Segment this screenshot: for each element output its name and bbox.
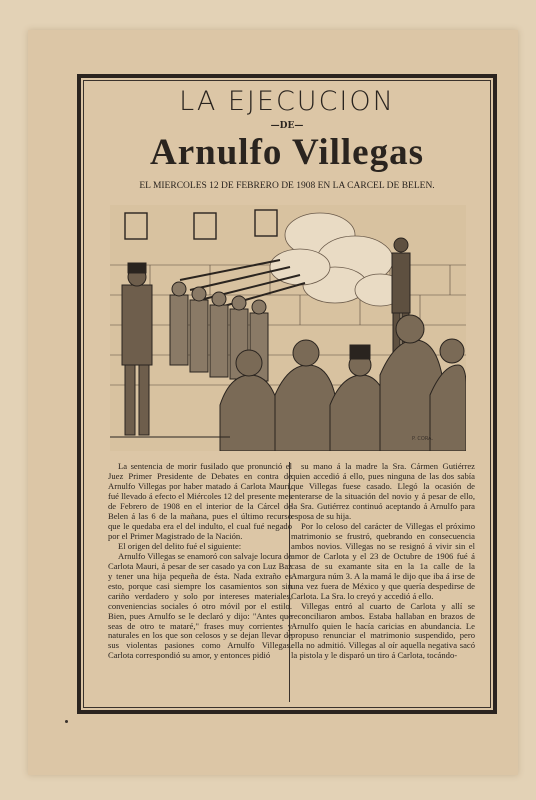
paragraph: El origen del delito fué el siguiente: [118,540,242,551]
execution-engraving [110,205,466,451]
right-column [291,462,475,702]
paragraph: Arnulfo Villegas se enamoró con salvaje locura de Carlota Mauri, á pesar de ser casado ya con Luz Baz y tener una hija pequeña de ésta. Nada extraño es esto, porque casi siempre los casamientos son sin cariño verdadero y solo por intereses materiales, conveniencias sociales ó otro móvil por el estilo. Bien, pues Arnulfo se le declaró y dijo: "Antes que seas de otro te mataré," frases muy corrientes y naturales en los que son celosos y se dejan llevar de sus violentas pasiones como Arnulfo Villegas. Carlota correspondió su amor, y entonces pidió [108,550,292,661]
paragraph: su mano á la madre la Sra. Cármen Gutiérrez quien accedió á ello, pues ninguna de las dos sabía que Villegas fuese casado. Llegó la ocasión de enterarse de la situación del novio y á pesar de ello, la Sra. Gutiérrez continuó aceptando á Arnulfo para esposa de su hija. [291,462,475,521]
title-line-2: —DE— [270,121,304,131]
engraving-drawing [110,205,466,451]
paragraph: Villegas entró al cuarto de Carlota y allí se reconciliaron ambos. Estaba hallaban en brazos de Arnulfo quien le hacía caricias en abundancia. Le propuso renunciar el matrimonio suspendido, pero ella no admitió. Villegas al oír aquella negativa sacó la pistola y le disparó un tiro á Carlota, tocándo- [291,600,475,661]
left-column [108,462,292,702]
paragraph: Por lo celoso del carácter de Villegas el próximo matrimonio se frustró, quebrando en consecuencia ambos novios. Villegas no se resignó á vivir sin el amor de Carlota y el 23 de Octubre de 1906 fué á casa de su examante sita en la 1a calle de la Amargura núm 3. A la mamá le dijo que iba á irse de una vez fuera de México y que quería despedirse de Carlota. La Sra. lo creyó y accedió á ello. [291,520,475,601]
subtitle: EL MIERCOLES 12 DE FEBRERO DE 1908 EN LA CARCEL DE BELEN. [139,181,435,191]
title-name: Arnulfo Villegas [150,132,424,173]
ink-dot [65,720,68,723]
title-line-1: LA EJECUCION [179,86,395,117]
engraver-signature: P. CORA. [412,436,434,442]
paragraph: La sentencia de morir fusilado que pronunció el Juez Primer Presidente de Debates en contra de Arnulfo Villegas por haber matado á Carlota Mauri, fué llevado á efecto el Miércoles 12 del presente mes de Febrero de 1908 en el interior de la Cárcel de Belen á las 6 de la mañana, pues el último recurso que le quedaba era el del indulto, el cual fué negado por el Primer Magistrado de la Nación. [108,462,292,541]
